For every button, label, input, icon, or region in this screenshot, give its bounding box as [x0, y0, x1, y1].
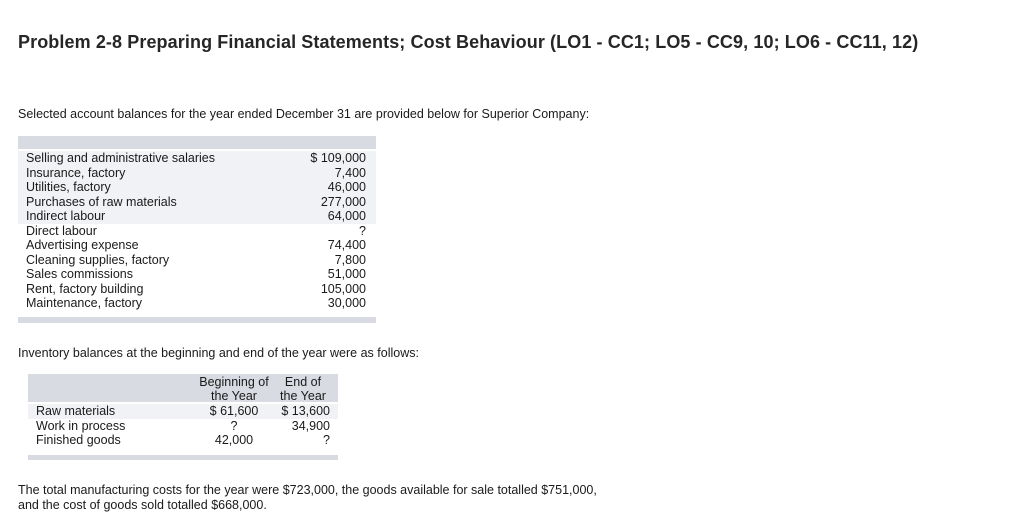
beginning-value: 42,000: [214, 433, 254, 447]
inventory-rows: [28, 404, 338, 448]
header-line: Beginning of: [199, 375, 269, 389]
account-amount: 51,000: [327, 267, 366, 281]
inventory-table: [28, 374, 338, 460]
problem-title: Problem 2-8 Preparing Financial Statements; Cost Behaviour (LO1 - CC1; LO5 - CC9, 10; LO6 - CC11, 12): [18, 32, 919, 52]
account-name: Maintenance, factory: [26, 296, 143, 310]
account-amount: 105,000: [320, 281, 366, 296]
summary-text: [18, 483, 718, 512]
end-value: ?: [323, 433, 330, 447]
header-line: End of: [284, 375, 322, 389]
end-value: $ 13,600: [281, 404, 330, 418]
table-row: [18, 151, 376, 166]
header-line: the Year: [280, 389, 326, 403]
account-amount: 64,000: [327, 209, 366, 223]
table-header-bar: [18, 136, 376, 149]
account-name: Direct labour: [26, 223, 97, 238]
intro-text: Selected account balances for the year ended December 31 are provided below for Superior Company:: [18, 107, 590, 121]
end-value: 34,900: [291, 418, 330, 433]
account-name: Cleaning supplies, factory: [26, 252, 170, 267]
account-rows: [18, 151, 376, 311]
inventory-name: Raw materials: [36, 404, 116, 418]
table-footer-bar: [28, 455, 338, 460]
table-row: [28, 404, 338, 419]
table-row: [18, 224, 376, 239]
table-row: [18, 166, 376, 181]
table-row: [18, 282, 376, 297]
account-amount: $ 109,000: [310, 151, 366, 165]
table-row: [28, 419, 338, 434]
account-name: Selling and administrative salaries: [26, 151, 215, 165]
account-amount: ?: [359, 223, 366, 238]
column-header-beginning: [194, 375, 274, 403]
inventory-name: Work in process: [36, 418, 126, 433]
account-amount: 46,000: [327, 180, 366, 194]
inventory-name: Finished goods: [36, 433, 121, 447]
account-amount: 277,000: [320, 194, 366, 209]
account-name: Purchases of raw materials: [26, 194, 177, 209]
table-row: [18, 238, 376, 253]
account-amount: 74,400: [327, 238, 366, 252]
table-row: [28, 433, 338, 448]
column-header-end: [276, 375, 330, 403]
table-footer-bar: [18, 317, 376, 323]
header-line: the Year: [211, 389, 257, 403]
table-row: [18, 253, 376, 268]
account-amount: 7,800: [334, 252, 366, 267]
account-name: Sales commissions: [26, 267, 133, 281]
summary-line: The total manufacturing costs for the year were $723,000, the goods available for sale totalled $751,000,: [18, 483, 597, 497]
account-name: Insurance, factory: [26, 165, 126, 180]
inventory-intro-text: Inventory balances at the beginning and end of the year were as follows:: [18, 346, 419, 360]
table-row: [18, 296, 376, 311]
account-name: Indirect labour: [26, 209, 106, 223]
beginning-value: $ 61,600: [209, 404, 259, 418]
beginning-value: ?: [230, 418, 238, 433]
table-row: [18, 267, 376, 282]
account-name: Advertising expense: [26, 238, 139, 252]
table-row: [18, 209, 376, 224]
account-name: Utilities, factory: [26, 180, 111, 194]
account-balances-table: [18, 136, 376, 323]
summary-line: and the cost of goods sold totalled $668,000.: [18, 497, 267, 512]
account-amount: 30,000: [327, 296, 366, 310]
account-amount: 7,400: [334, 165, 366, 180]
table-row: [18, 180, 376, 195]
table-row: [18, 195, 376, 210]
account-name: Rent, factory building: [26, 281, 144, 296]
